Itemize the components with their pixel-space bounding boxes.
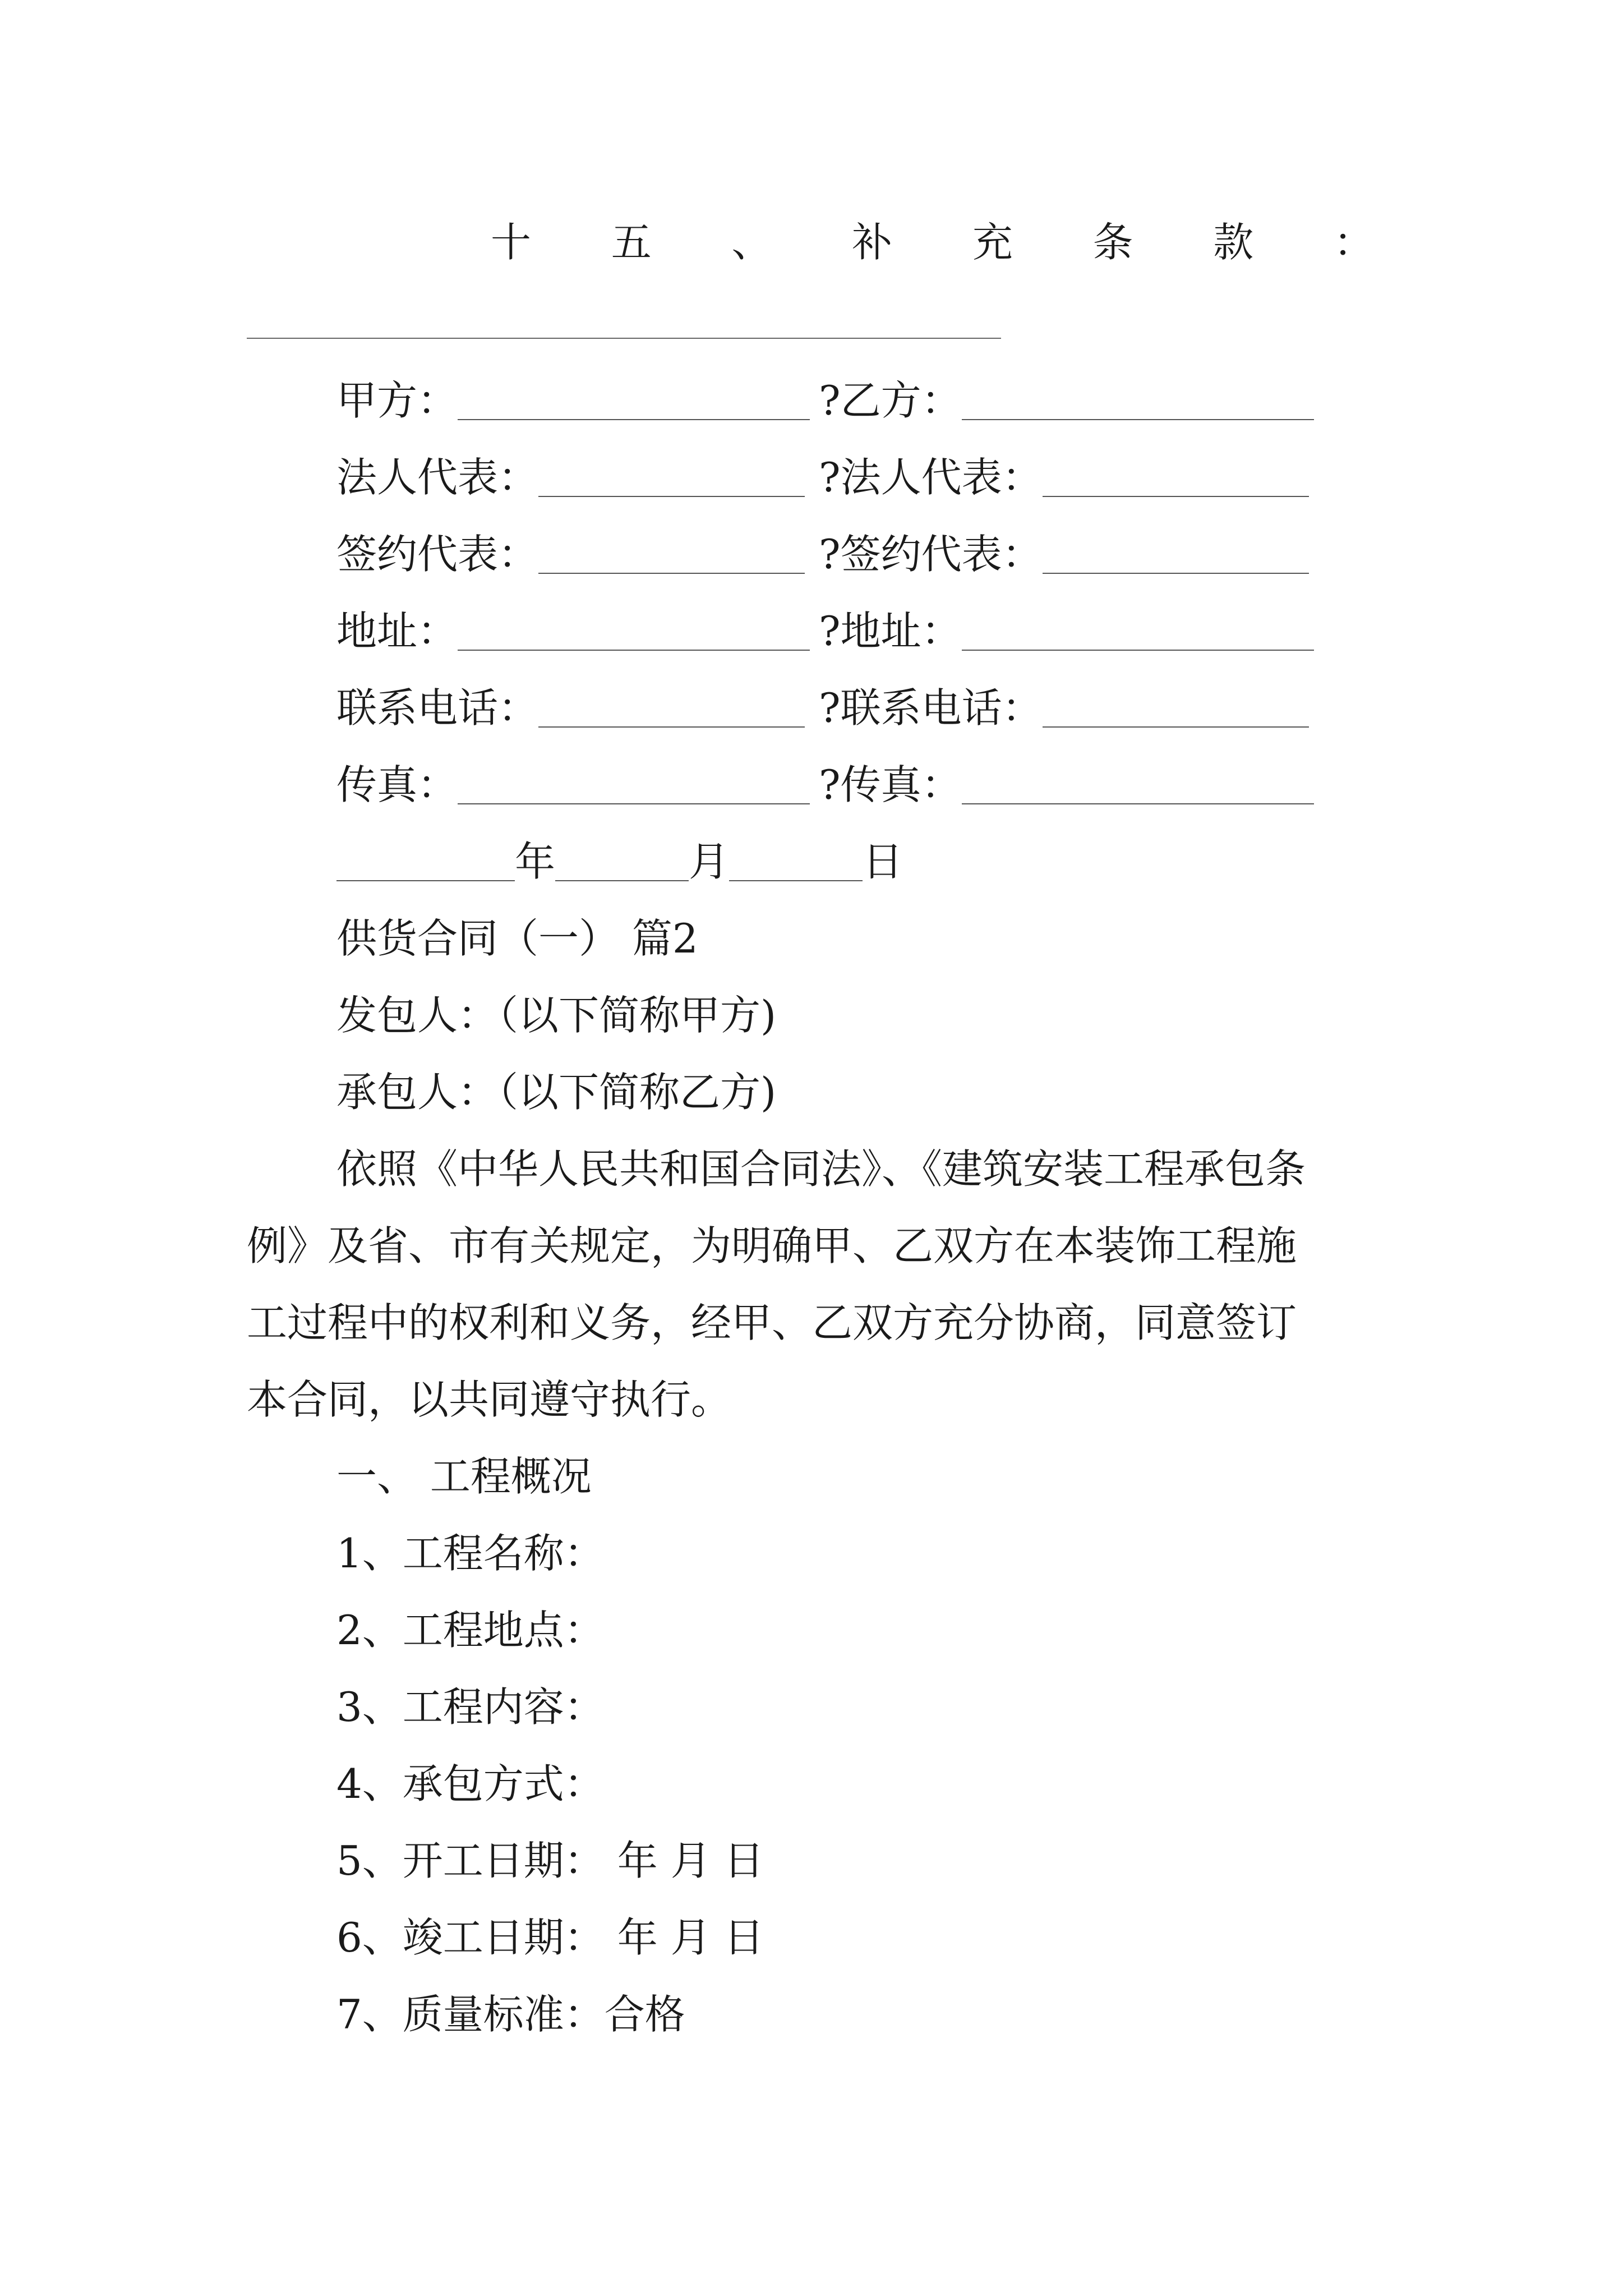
signature-label: ?联系电话： [819,684,1043,731]
supplementary-clause-heading [491,219,1374,266]
intro-paragraph-line: 依照《中华人民共和国合同法》、《建筑安装工程承包条 [336,1145,1306,1193]
address-b-label [819,608,1314,655]
contract-title: 供货合同（一） 篇2 [336,915,698,962]
signature-label: 传真： [336,761,458,808]
signature-blank [1043,462,1309,497]
signature-blank [1043,539,1309,574]
signature-blank [962,770,1314,804]
project-item: 3、工程内容： [336,1683,605,1731]
supplementary-clause-blank-line [247,338,1001,339]
intro-paragraph-line: 工过程中的权利和义务，经甲、乙双方充分协商，同意签订 [247,1299,1297,1346]
signature-label: 法人代表： [336,454,539,501]
signature-blank [538,539,805,574]
fax-b-label [819,761,1314,808]
date-year-label: 年 [515,838,556,885]
fax-a-label [336,761,810,808]
intro-paragraph-line: 本合同，以共同遵守执行。 [247,1376,732,1423]
party-a-label [336,377,810,424]
signature-label: ?地址： [819,608,962,655]
heading-char: 款 [1213,219,1254,266]
date-blank [555,846,689,881]
project-item: 5、开工日期： 年 月 日 [336,1837,764,1884]
party-b-statement: 承包人：（以下简称乙方) [336,1069,777,1116]
project-item: 1、工程名称： [336,1530,605,1577]
section-title: 一、 工程概况 [336,1453,592,1500]
date-day-label: 日 [863,838,903,885]
party-b-label [819,377,1314,424]
intro-paragraph-line: 例》及省、市有关规定，为明确甲、乙双方在本装饰工程施 [247,1222,1297,1269]
signature-blank [538,693,805,728]
signature-blank [458,385,810,420]
date-blank [729,846,863,881]
heading-char: 条 [1092,219,1133,266]
signature-blank [962,385,1314,420]
signing-rep-b-label [819,531,1309,578]
heading-char: 十 [491,219,532,266]
heading-char: 五 [611,219,652,266]
signature-label: ?传真： [819,761,962,808]
signature-blank [458,616,810,651]
phone-b-label [819,684,1309,731]
date-month-label: 月 [689,838,730,885]
address-a-label [336,608,810,655]
project-item: 4、承包方式： [336,1760,605,1807]
signature-blank [458,770,810,804]
heading-char: 充 [972,219,1013,266]
signature-blank [1043,693,1309,728]
signing-rep-a-label [336,531,805,578]
legal-rep-a-label [336,454,805,501]
party-a-statement: 发包人：（以下简称甲方) [336,992,777,1039]
phone-a-label [336,684,805,731]
project-item: 2、工程地点： [336,1607,605,1654]
signature-label: 签约代表： [336,531,539,578]
heading-char: 补 [852,219,893,266]
signature-date [336,838,903,885]
project-item: 7、质量标准：合格 [336,1991,685,2038]
heading-char: ： [1333,219,1374,266]
signature-label: 联系电话： [336,684,539,731]
legal-rep-b-label [819,454,1309,501]
heading-char: 、 [731,219,772,266]
signature-label: ?法人代表： [819,454,1043,501]
signature-label: 地址： [336,608,458,655]
date-blank [336,846,515,881]
signature-label: 甲方： [336,377,458,424]
signature-label: ?乙方： [819,377,962,424]
signature-label: ?签约代表： [819,531,1043,578]
project-item: 6、竣工日期： 年 月 日 [336,1914,764,1961]
signature-blank [962,616,1314,651]
signature-blank [538,462,805,497]
